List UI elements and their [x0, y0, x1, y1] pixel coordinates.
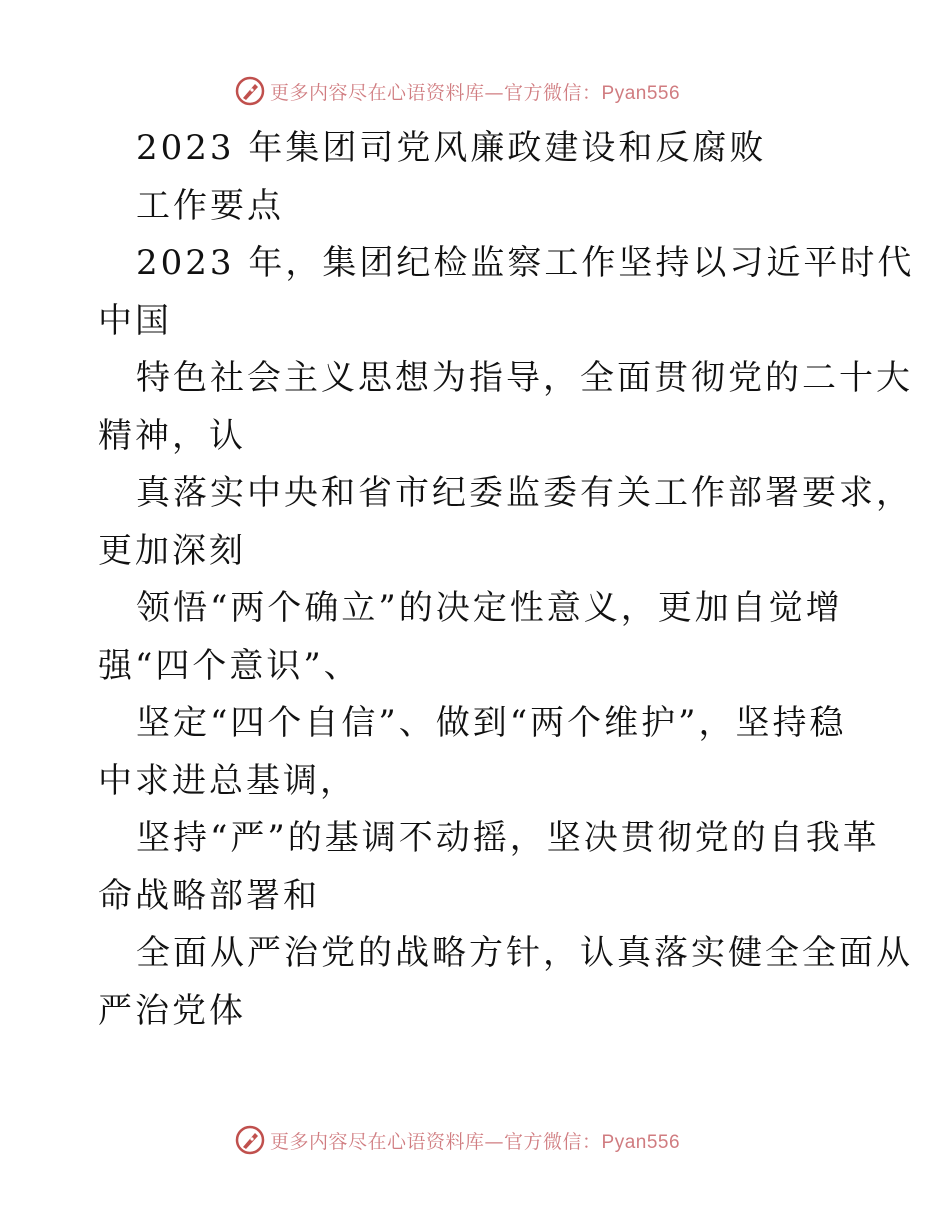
body-line: 领悟“两个确立”的决定性意义，更加自觉增	[136, 588, 843, 628]
body-line: 特色社会主义思想为指导，全面贯彻党的二十大	[136, 358, 913, 398]
body-line: 中求进总基调，	[98, 760, 357, 801]
body-line: 精神，认	[98, 415, 246, 456]
title-line-1: 2023 年集团司党风廉政建设和反腐败	[136, 128, 767, 168]
body-line: 全面从严治党的战略方针，认真落实健全全面从	[136, 933, 913, 973]
title-line-2: 工作要点	[136, 185, 284, 226]
pen-nib-icon	[234, 75, 266, 107]
document-body	[98, 120, 915, 1040]
footer-banner	[234, 1123, 680, 1157]
body-line: 坚持“严”的基调不动摇，坚决贯彻党的自我革	[136, 818, 880, 858]
body-line: 更加深刻	[98, 530, 246, 571]
body-line: 坚定“四个自信”、做到“两个维护”，坚持稳	[136, 703, 847, 743]
body-line: 2023 年，集团纪检监察工作坚持以习近平时代	[136, 243, 915, 283]
body-line: 严治党体	[98, 990, 246, 1031]
body-line: 命战略部署和	[98, 875, 320, 916]
body-line: 真落实中央和省市纪委监委有关工作部署要求，	[136, 473, 913, 513]
body-line: 强“四个意识”、	[98, 645, 361, 686]
footer-banner-text: 更多内容尽在心语资料库—官方微信：Pyan556	[270, 1130, 681, 1153]
header-banner-account: Pyan556	[601, 82, 681, 104]
body-line: 中国	[98, 300, 172, 341]
header-banner	[234, 74, 680, 108]
header-banner-text: 更多内容尽在心语资料库—官方微信：Pyan556	[270, 81, 681, 104]
pen-nib-icon	[234, 1124, 266, 1156]
footer-banner-account: Pyan556	[601, 1131, 681, 1153]
